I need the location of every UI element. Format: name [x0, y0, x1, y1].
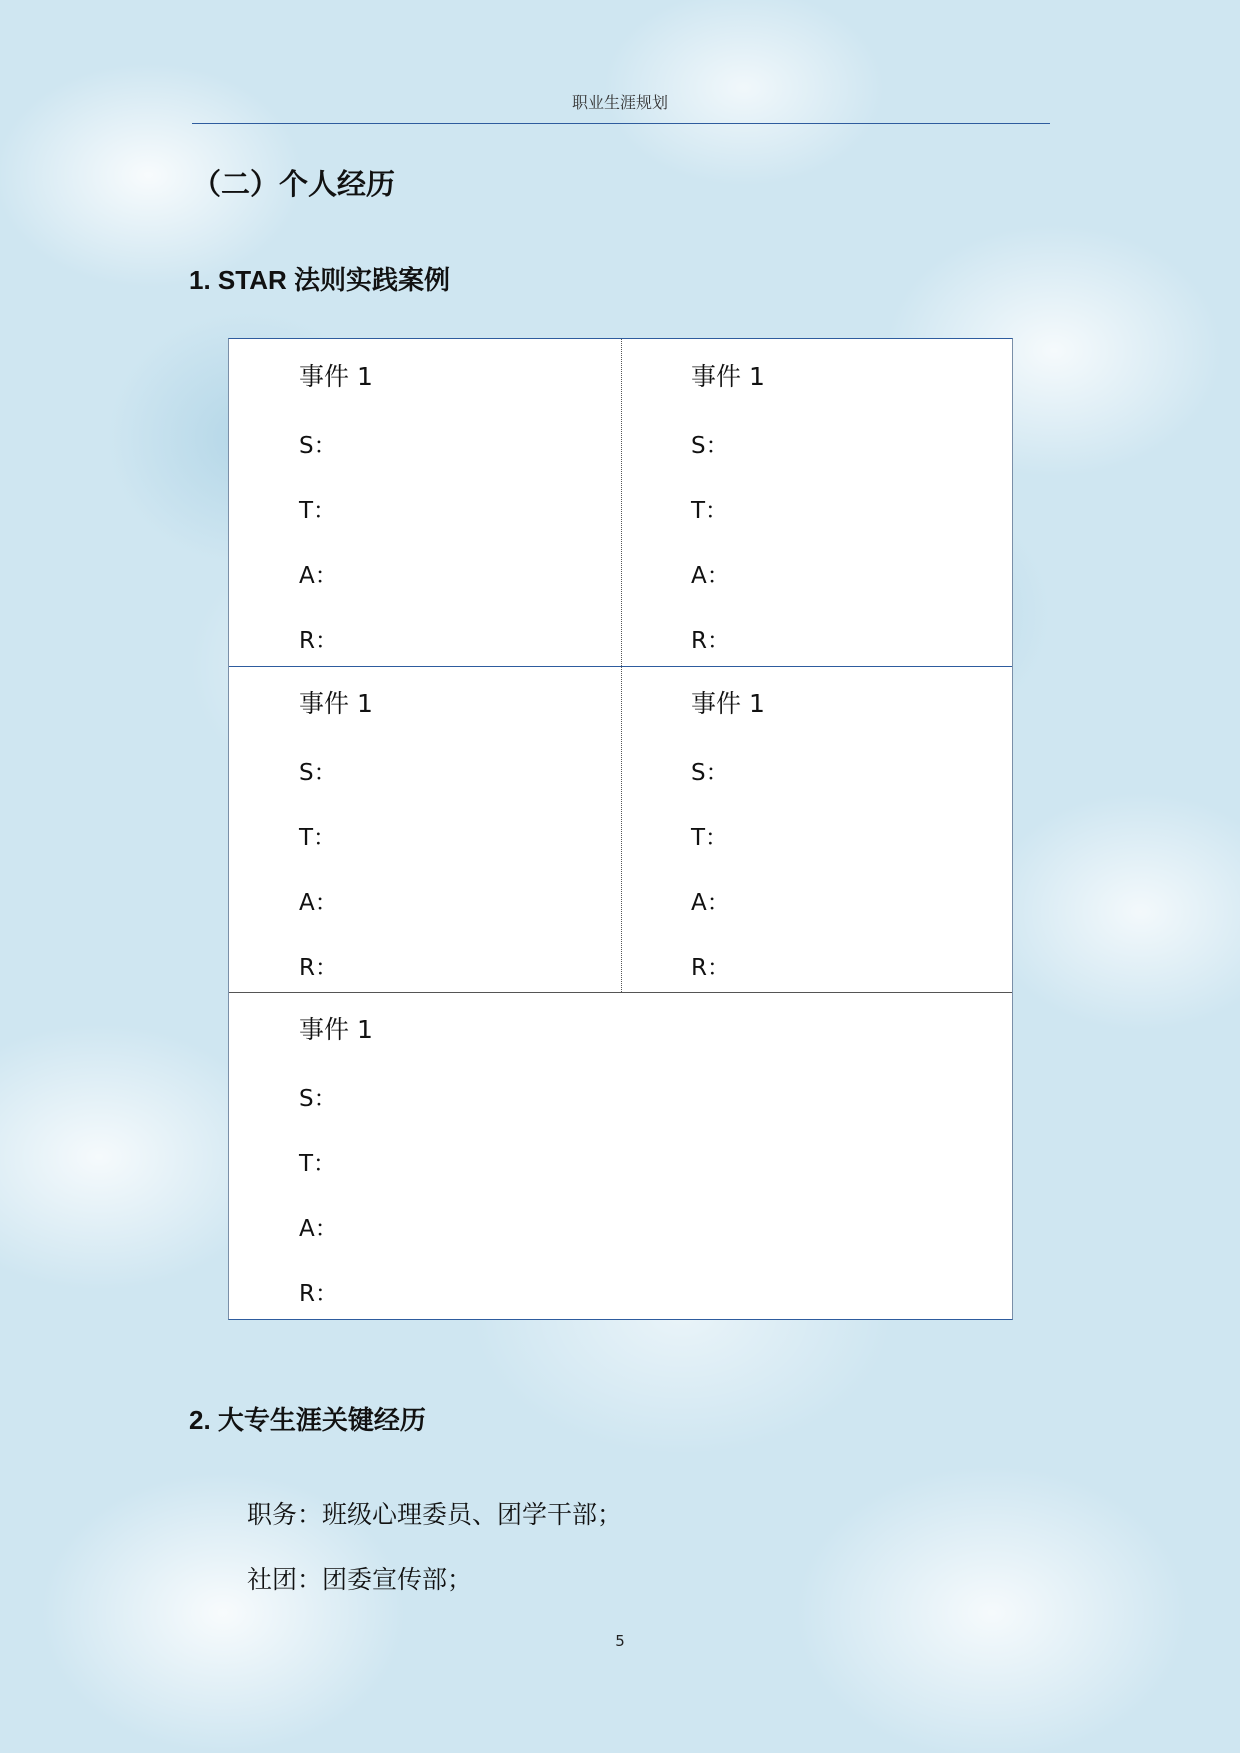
event-title: 事件 1	[299, 1015, 373, 1044]
section-heading: （二）个人经历	[192, 167, 396, 201]
situation-label: S：	[691, 760, 729, 786]
star-table	[228, 338, 1013, 1320]
result-label: R：	[299, 1281, 338, 1307]
event-title: 事件 1	[691, 362, 765, 391]
event-title: 事件 1	[299, 362, 373, 391]
situation-label: S：	[691, 433, 729, 459]
situation-label: S：	[299, 760, 337, 786]
event-title: 事件 1	[299, 689, 373, 718]
experience-line-position: 职务：班级心理委员、团学干部；	[247, 1500, 623, 1529]
task-label: T：	[299, 825, 337, 851]
result-label: R：	[691, 628, 730, 654]
page-header-title: 职业生涯规划	[571, 93, 668, 112]
star-cell-2	[621, 339, 1013, 666]
result-label: R：	[299, 955, 338, 981]
task-label: T：	[299, 1151, 337, 1177]
action-label: A：	[691, 890, 730, 916]
situation-label: S：	[299, 1086, 337, 1112]
action-label: A：	[299, 1216, 338, 1242]
task-label: T：	[691, 498, 729, 524]
action-label: A：	[299, 890, 338, 916]
star-cell-3	[229, 666, 621, 992]
star-cell-5	[229, 992, 1013, 1319]
star-cell-1	[229, 339, 621, 666]
event-title: 事件 1	[691, 689, 765, 718]
situation-label: S：	[299, 433, 337, 459]
experience-line-club: 社团：团委宣传部；	[247, 1565, 473, 1594]
experience-heading: 2. 大专生涯关键经历	[189, 1405, 426, 1435]
task-label: T：	[691, 825, 729, 851]
result-label: R：	[691, 955, 730, 981]
header-divider	[192, 123, 1050, 124]
star-heading: 1. STAR 法则实践案例	[189, 265, 450, 295]
result-label: R：	[299, 628, 338, 654]
action-label: A：	[691, 563, 730, 589]
action-label: A：	[299, 563, 338, 589]
page-number: 5	[615, 1632, 625, 1650]
task-label: T：	[299, 498, 337, 524]
star-cell-4	[621, 666, 1013, 992]
